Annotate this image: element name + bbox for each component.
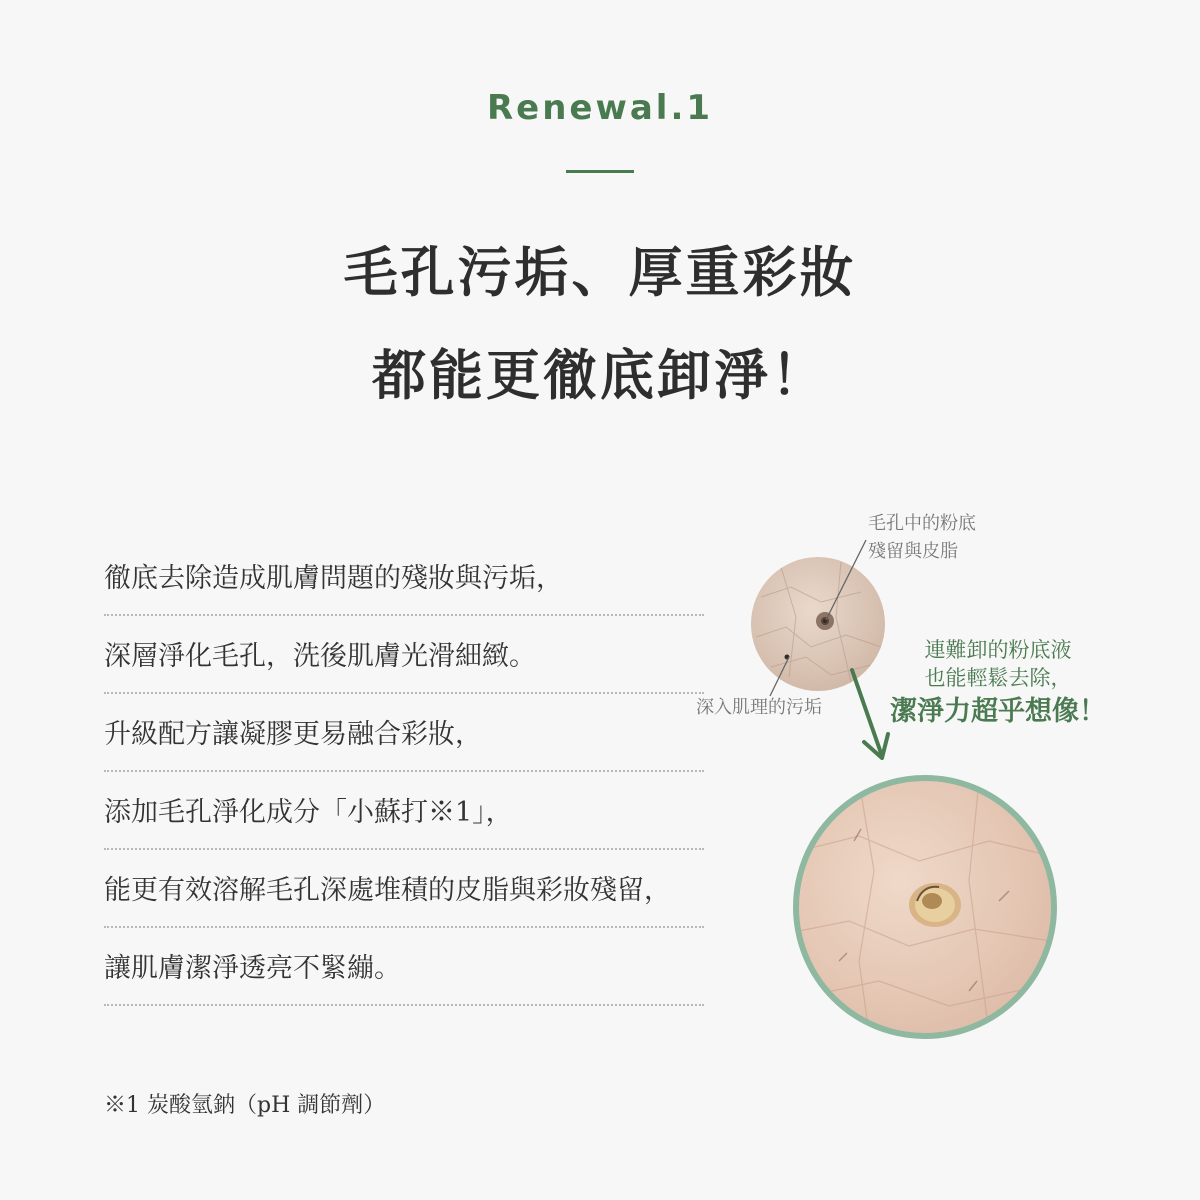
feature-text: 讓肌膚潔淨透亮不緊繃。 — [104, 953, 401, 984]
headline-line-2: 都能更徹底卸淨！ — [372, 343, 828, 407]
feature-text: 能更有效溶解毛孔深處堆積的皮脂與彩妝殘留， — [104, 875, 671, 906]
feature-text: 添加毛孔淨化成分「小蘇打※1」， — [104, 797, 513, 828]
callout-line-2: 也能輕鬆去除， — [924, 666, 1072, 690]
callout-emphasis: 潔淨力超乎想像！ — [890, 696, 1106, 727]
feature-item — [104, 850, 704, 928]
deep-dirt-label: 深入肌理的污垢 — [696, 697, 822, 718]
feature-item — [104, 928, 704, 1006]
feature-item — [104, 616, 704, 694]
pore-label-line-1: 毛孔中的粉底 — [868, 513, 976, 534]
pore-label-line-2: 殘留與皮脂 — [868, 541, 958, 562]
feature-text: 深層淨化毛孔，洗後肌膚光滑細緻。 — [104, 641, 536, 672]
dotted-divider — [104, 1004, 704, 1006]
feature-item — [104, 772, 704, 850]
callout-line-1: 連難卸的粉底液 — [924, 638, 1072, 662]
eyebrow-divider — [566, 170, 634, 173]
feature-text: 升級配方讓凝膠更易融合彩妝， — [104, 719, 482, 750]
headline-line-1: 毛孔污垢、厚重彩妝 — [343, 240, 857, 304]
feature-text: 徹底去除造成肌膚問題的殘妝與污垢， — [104, 563, 563, 594]
footnote: ※1 炭酸氫鈉（pH 調節劑） — [104, 1093, 386, 1118]
skin-closeup-before-image — [751, 557, 885, 691]
cleansing-callout — [890, 636, 1106, 732]
skin-closeup-after-image — [793, 775, 1057, 1039]
feature-item — [104, 538, 704, 616]
pore-residue-label — [868, 510, 976, 566]
feature-item — [104, 694, 704, 772]
section-eyebrow: Renewal.1 — [486, 88, 714, 128]
